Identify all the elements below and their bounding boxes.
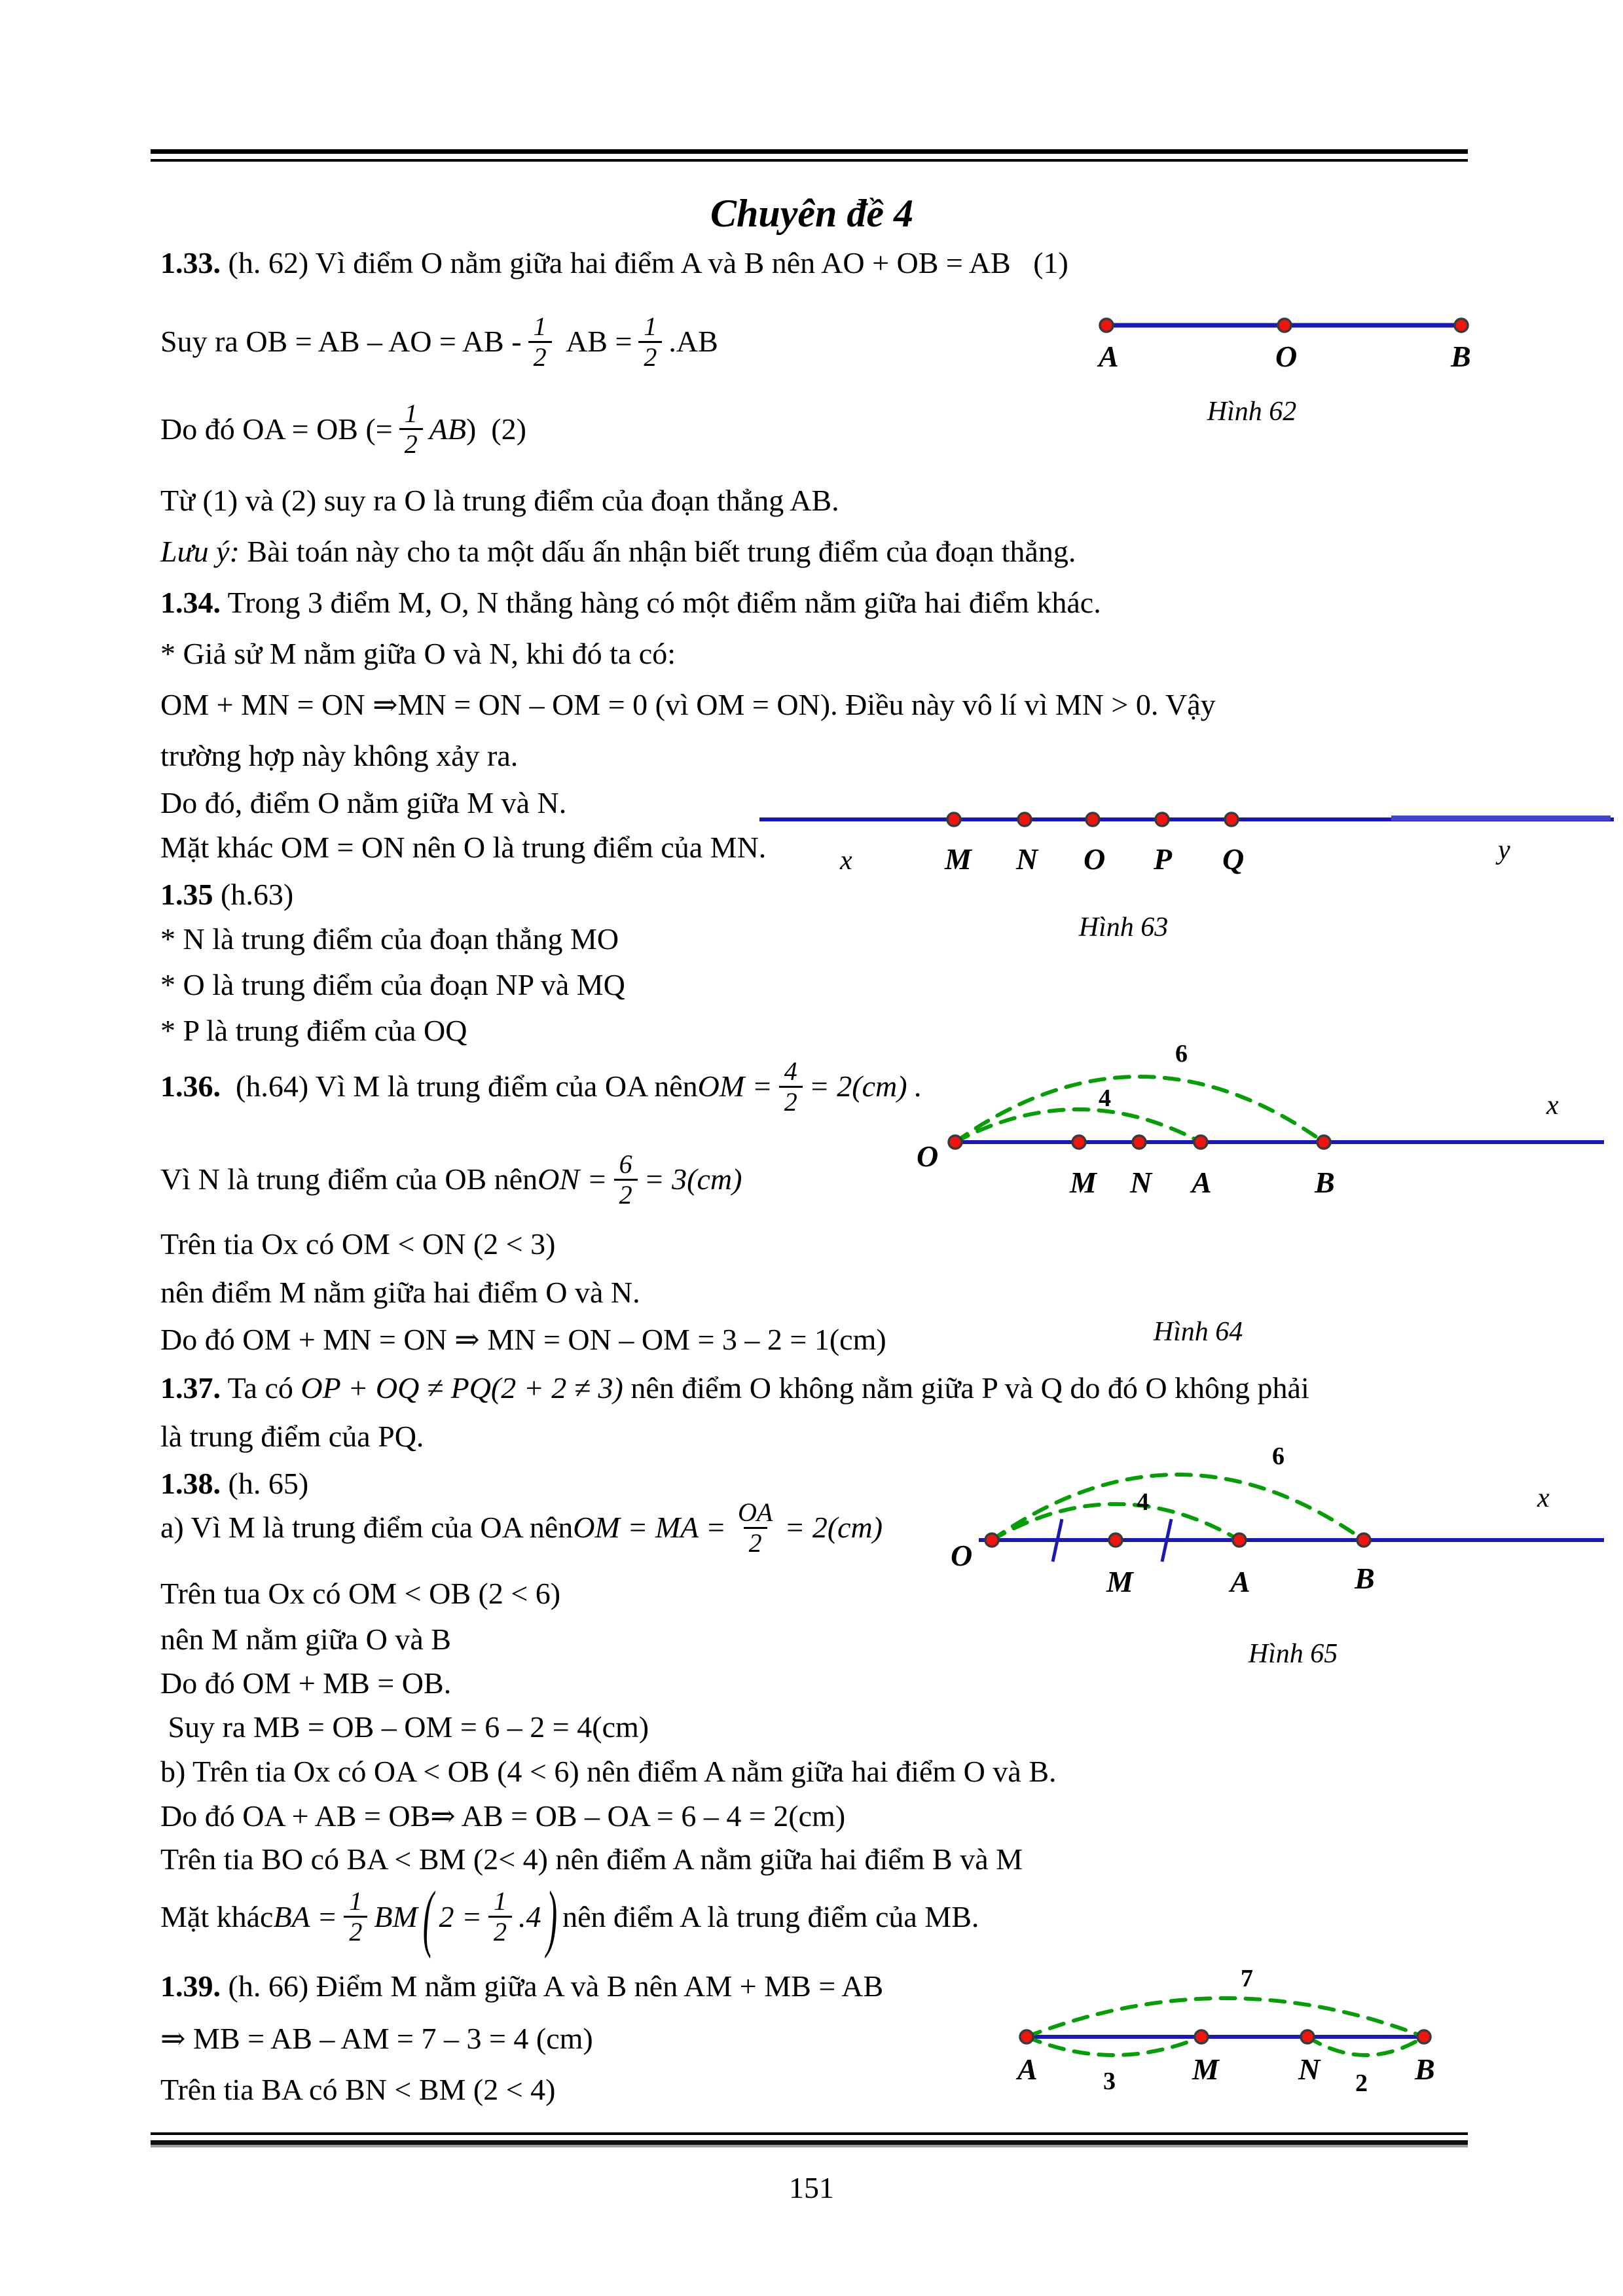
problem-number: 1.37. [160,1371,221,1405]
line-n-trung-diem: * N là trung điểm của đoạn thẳng MO [160,922,619,956]
point-dot-b [1417,2030,1431,2043]
line-text: (h. 66) Điểm M nằm giữa A và B nên AM + MB = AB [221,1969,884,2003]
line-dodo-om-mb: Do đó OM + MB = OB. [160,1666,452,1700]
line-p-trung-diem: * P là trung điểm của OQ [160,1014,467,1047]
problem-number: 1.34. [160,586,221,619]
point-label-p: P [1154,842,1173,876]
line-text: AB = [558,325,632,358]
line-nen-m-nam: nên M nằm giữa O và B [160,1623,451,1656]
left-paren: ( [422,1874,434,1959]
fraction-6-2: $\frac{6}{2}$ [614,1150,638,1210]
point-label-a: A [1230,1565,1250,1598]
math-inner: 2 = [439,1899,482,1933]
line-b-tren-tia: b) Trên tia Ox có OA < OB (4 < 6) nên điểm A nằm giữa hai điểm O và B. [160,1755,1057,1788]
arc-ob-6 [955,1077,1324,1142]
point-label-a: A [1017,2053,1038,2086]
line-dodo-oa-ab: Do đó OA + AB = OB⇒ AB = OB – OA = 6 – 4 = 2(cm) [160,1799,846,1833]
ray-label-x: x [1537,1483,1550,1513]
line-mat-khac-ba [160,1869,979,1964]
figure-66 [949,1924,1539,2140]
point-label-m: M [1192,2053,1219,2086]
line-tren-tia-ox: Trên tia Ox có OM < ON (2 < 3) [160,1227,556,1261]
line-text: Vì N là trung điểm của OB nên [160,1162,538,1196]
line-la-trung-diem-pq: là trung điểm của PQ. [160,1420,424,1453]
problem-number: 1.33. [160,246,221,279]
distance-label-6: 6 [1272,1443,1285,1470]
arc-ab-7 [1027,1998,1424,2037]
point-dot-p [1156,813,1169,826]
fraction-oa-2: $\frac{OA}{2}$ [737,1497,773,1558]
line-text: Suy ra OB = AB – AO = AB - [160,325,522,358]
line-text: a) Vì M là trung điểm của OA nên [160,1511,574,1544]
fraction-1-2: $\frac{1}{2}$ [488,1887,512,1946]
fraction-1-2: $\frac{1}{2}$ [528,312,552,372]
line-tren-tia-ba: Trên tia BA có BN < BM (2 < 4) [160,2073,556,2106]
point-label-m: M [945,842,972,876]
point-dot-m [947,813,960,826]
point-dot-a [1194,1136,1207,1149]
line-dodo-diem-o: Do đó, điểm O nằm giữa M và N. [160,786,567,819]
arc-ob-6 [992,1475,1364,1540]
point-label-n: N [1130,1166,1152,1199]
line-tren-tua-ox: Trên tua Ox có OM < OB (2 < 6) [160,1577,561,1610]
math-result: = 3(cm) [644,1162,742,1196]
distance-label-3: 3 [1103,2068,1116,2095]
math-inner-2: .4 [518,1899,541,1933]
point-label-o: O [951,1539,973,1572]
point-dot-o [985,1534,998,1547]
point-label-b: B [1415,2053,1435,2086]
point-label-b: B [1451,340,1471,373]
right-paren: ) [546,1874,558,1959]
page-number: 151 [789,2171,834,2204]
distance-label-7: 7 [1241,1965,1253,1992]
point-label-a: A [1099,340,1119,373]
point-label-n: N [1016,842,1038,876]
line-text: (h.64) Vì M là trung điểm của OA nên [221,1069,698,1103]
ray-label-x: x [1546,1090,1559,1121]
line-1-35 [160,877,293,912]
fraction-1-2: $\frac{1}{2}$ [638,312,662,372]
line-tren-tia-bo: Trên tia BO có BA < BM (2< 4) nên điểm A nằm giữa hai điểm B và M [160,1842,1023,1876]
line-truong-hop: trường hợp này không xảy ra. [160,739,519,772]
point-dot-o [1278,319,1291,332]
page-title: Chuyên đề 4 [710,192,914,235]
line-text: (h. 65) [221,1467,309,1500]
point-dot-m [1072,1136,1085,1149]
line-luu-y [160,534,1076,569]
line-text: (h.63) [213,878,294,911]
figure-caption-62: Hình 62 [1207,397,1297,427]
figure-caption-65: Hình 65 [1248,1639,1338,1669]
arc-nb-2 [1307,2037,1424,2055]
math-op-oq: OP + OQ ≠ PQ(2 + 2 ≠ 3) [301,1371,623,1405]
line-text: .AB [668,325,718,358]
problem-number: 1.35 [160,878,213,911]
distance-label-2: 2 [1355,2070,1368,2097]
figure-65 [917,1427,1623,1689]
line-1-34 [160,585,1101,620]
line-suyra-ob [160,296,718,387]
line-o-trung-diem: * O là trung điểm của đoạn NP và MQ [160,968,625,1001]
line-tu-1-2: Từ (1) và (2) suy ra O là trung điểm của đoạn thẳng AB. [160,484,839,517]
math-om-ma: OM = MA = [573,1511,726,1544]
figure-63 [746,785,1623,956]
note-label: Lưu ý: [160,535,240,568]
math-result: = 2(cm) [784,1511,883,1544]
distance-label-6: 6 [1175,1040,1188,1067]
point-dot-a [1100,319,1113,332]
figure-caption-64: Hình 64 [1153,1317,1243,1347]
point-label-q: Q [1222,842,1245,876]
math-bm: BM [374,1899,418,1933]
math-ab: AB [429,412,466,446]
fraction-1-2: $\frac{1}{2}$ [344,1887,367,1946]
line-text: Trong 3 điểm M, O, N thẳng hàng có một điểm nằm giữa hai điểm khác. [221,586,1101,619]
bottom-double-rule [151,2132,1468,2145]
point-dot-m [1109,1534,1122,1547]
point-dot-n [1018,813,1031,826]
line-suy-ra-mb: Suy ra MB = OB – OM = 6 – 2 = 4(cm) [160,1710,649,1744]
point-dot-q [1225,813,1238,826]
point-label-o: O [1084,842,1106,876]
point-dot-b [1357,1534,1370,1547]
line-dodo-om-mn: Do đó OM + MN = ON ⇒ MN = ON – OM = 3 – 2 = 1(cm) [160,1323,886,1356]
line-text: Bài toán này cho ta một dấu ấn nhận biết trung điểm của đoạn thẳng. [239,535,1076,568]
line-om-mn: OM + MN = ON ⇒MN = ON – OM = 0 (vì OM = ON). Điều này vô lí vì MN > 0. Vậy [160,688,1216,721]
point-dot-n [1301,2030,1314,2043]
point-dot-o [1086,813,1099,826]
point-label-o: O [1275,340,1298,373]
problem-number: 1.38. [160,1467,221,1500]
point-dot-o [949,1136,962,1149]
point-dot-a [1020,2030,1033,2043]
point-label-o: O [917,1139,939,1173]
ray-label-y: y [1498,835,1510,865]
point-label-b: B [1315,1166,1335,1199]
point-label-a: A [1192,1166,1212,1199]
point-dot-n [1133,1136,1146,1149]
line-gia-su: * Giả sử M nằm giữa O và N, khi đó ta có: [160,637,676,670]
point-label-m: M [1070,1166,1097,1199]
problem-number: 1.39. [160,1969,221,2003]
line-vi-n [160,1134,742,1225]
arc-am-3 [1027,2037,1201,2055]
top-double-rule [151,149,1468,162]
ray-label-x: x [840,846,852,876]
distance-label-4: 4 [1137,1488,1149,1516]
fraction-4-2: $\frac{4}{2}$ [779,1057,803,1117]
point-dot-b [1455,319,1468,332]
point-dot-a [1233,1534,1246,1547]
line-text: Ta có [221,1371,301,1405]
point-dot-m [1195,2030,1208,2043]
line-1-36 [160,1041,922,1132]
point-dot-b [1317,1136,1330,1149]
point-label-n: N [1298,2053,1321,2086]
line-mb-ab-am: ⇒ MB = AB – AM = 7 – 3 = 4 (cm) [160,2022,593,2055]
math-result: = 2(cm) . [809,1069,922,1103]
line-1-33 [160,245,1068,281]
line-a-vi-m [160,1482,883,1573]
fraction-1-2: $\frac{1}{2}$ [399,399,423,459]
line-1-37 [160,1371,1309,1406]
figure-64 [851,1021,1623,1374]
line-text: nên điểm O không nằm giữa P và Q do đó O không phải [623,1371,1309,1405]
line-text: Do đó OA = OB (= [160,412,393,446]
line-1-39 [160,1969,883,2004]
distance-label-4: 4 [1099,1085,1111,1112]
line-text: ) (2) [465,412,526,446]
line-text: (h. 62) Vì điểm O nằm giữa hai điểm A và B nên AO + OB = AB (1) [221,246,1068,279]
point-label-m: M [1106,1565,1133,1598]
figure-caption-63: Hình 63 [1078,912,1169,942]
math-om: OM = [697,1069,773,1103]
math-on: ON = [538,1162,608,1196]
line-text: nên điểm A là trung điểm của MB. [562,1899,979,1933]
line-text: Mặt khác [160,1899,274,1933]
math-ba: BA = [273,1899,338,1933]
line-nen-diem-m: nên điểm M nằm giữa hai điểm O và N. [160,1276,640,1309]
point-label-b: B [1355,1562,1375,1595]
figure-62 [1080,295,1499,445]
line-mat-khac-om: Mặt khác OM = ON nên O là trung điểm của MN. [160,831,767,864]
line-dodo-oa [160,385,526,473]
problem-number: 1.36. [160,1069,221,1103]
